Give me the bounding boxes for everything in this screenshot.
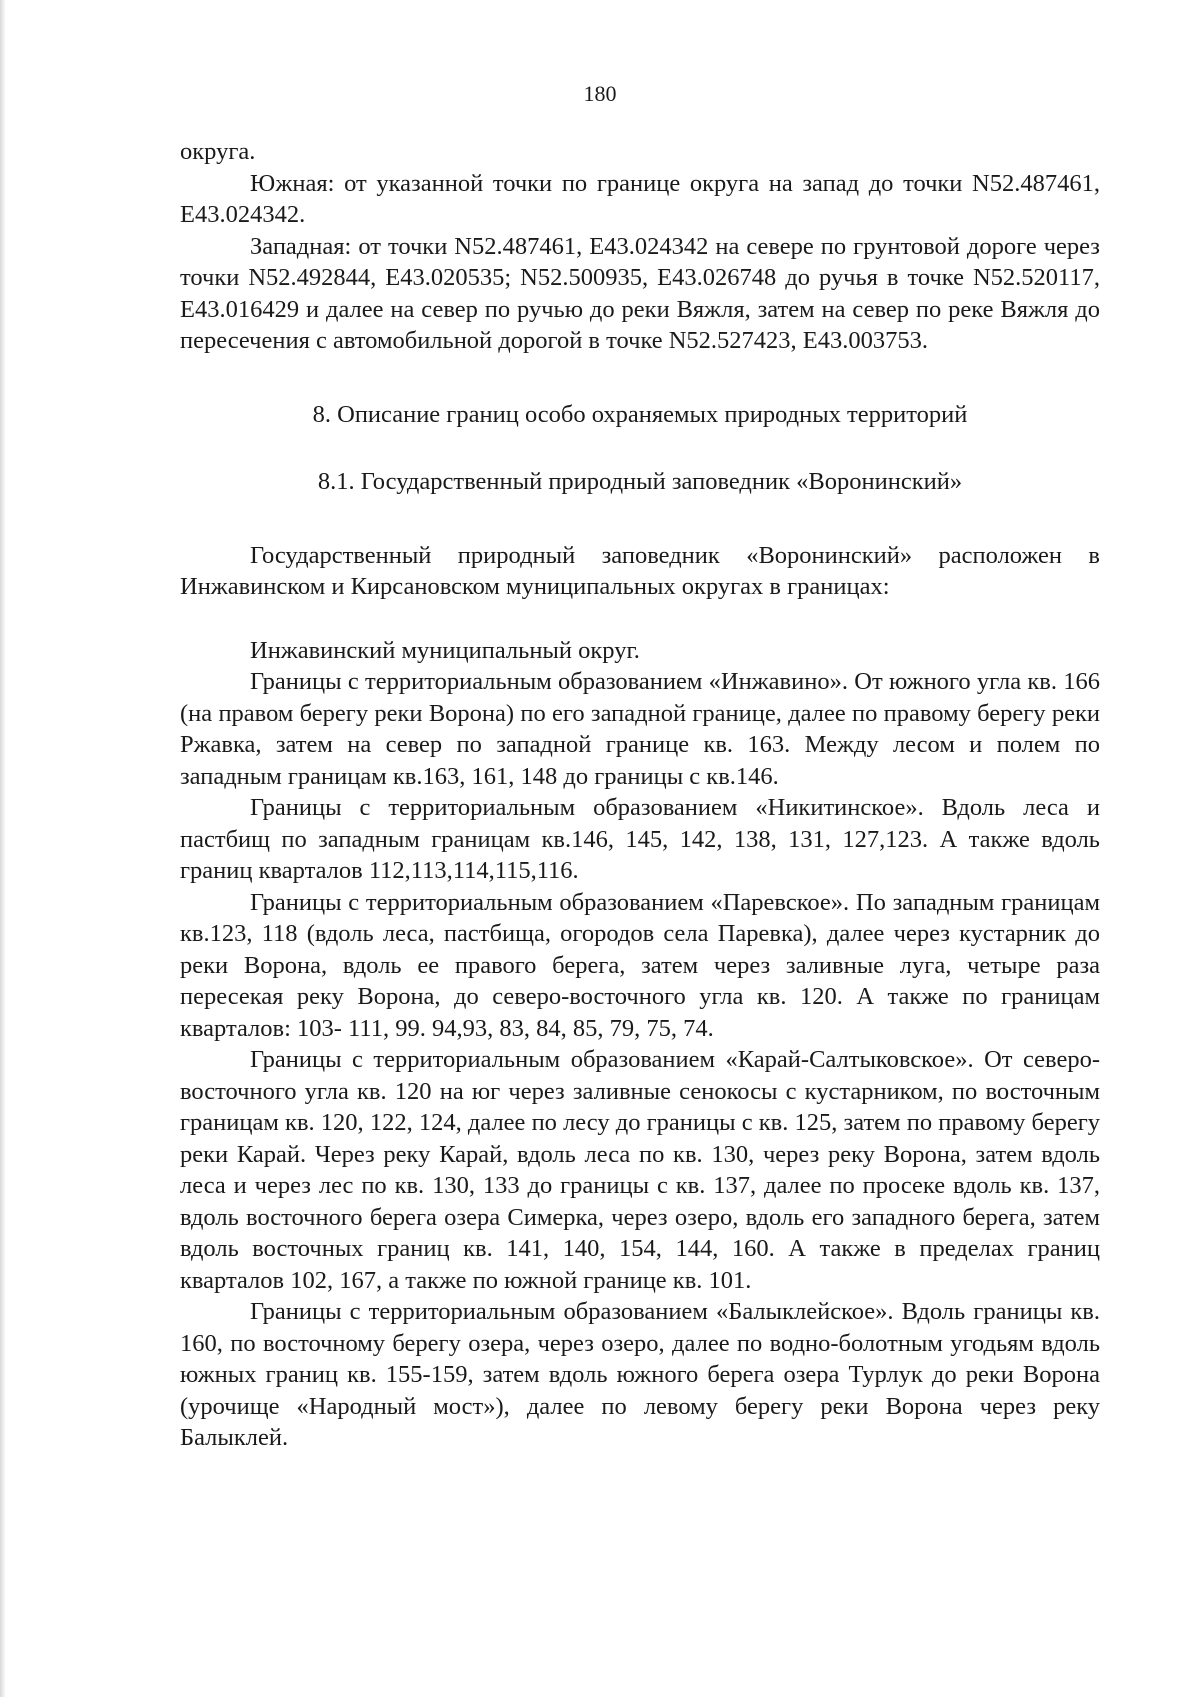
paragraph-western-boundary: Западная: от точки N52.487461, E43.024342 на севере по грунтовой дороге через точки N52.492844, E43.020535; N52.500935, E43.026748 до ручья в точке N52.520117, E43.016429 и далее на север по ручью до реки Вяжля, затем на север по реке Вяжля до пересечения с автомобильной дорогой в точке N52.527423, E43.003753.: [180, 232, 1100, 354]
subsection-heading: 8.1. Государственный природный заповедник «Воронинский»: [317, 468, 963, 495]
scan-edge: [0, 0, 6, 1697]
document-body: [180, 136, 1100, 1454]
paragraph-balykleiskoe: Границы с территориальным образованием «Балыклейское». Вдоль границы кв. 160, по восточному берегу озера, через озеро, далее по водно-болотным угодьям вдоль южных границ кв. 155-159, затем вдоль южного берега озера Турлук до реки Ворона (урочище «Народный мост»), далее по левому берегу реки Ворона через реку Балыклей.: [180, 1298, 1100, 1451]
paragraph-karai-saltykovskoe: Границы с территориальным образованием «Карай-Салтыковское». От северо-восточного угла кв. 120 на юг через заливные сенокосы с кустарником, по восточным границам кв. 120, 122, 124, далее по лесу до границы с кв. 125, затем по правому берегу реки Карай. Через реку Карай, вдоль леса по кв. 130, через реку Ворона, затем вдоль леса и через лес по кв. 130, 133 до границы с кв. 137, далее по просеке вдоль кв. 137, вдоль восточного берега озера Симерка, через озеро, вдоль его западного берега, затем вдоль восточных границ кв. 141, 140, 154, 144, 160. А также в пределах границ кварталов 102, 167, а также по южной границе кв. 101.: [180, 1046, 1100, 1294]
paragraph-inzhavino: Границы с территориальным образованием «Инжавино». От южного угла кв. 166 (на правом берегу реки Ворона) по его западной границе, далее по правому берегу реки Ржавка, затем на север по западной границе кв. 163. Между лесом и полем по западным границам кв.163, 161, 148 до границы с кв.146.: [180, 668, 1100, 790]
paragraph-intro: Государственный природный заповедник «Воронинский» расположен в Инжавинском и Кирсановском муниципальных округах в границах:: [180, 541, 1100, 600]
page-number: 180: [583, 81, 617, 106]
paragraph-district-name: Инжавинский муниципальный округ.: [250, 636, 640, 664]
paragraph-continuation: округа.: [180, 138, 256, 165]
paragraph-southern-boundary: Южная: от указанной точки по границе округа на запад до точки N52.487461, E43.024342.: [180, 169, 1100, 228]
paragraph-parevskoe: Границы с территориальным образованием «Паревское». По западным границам кв.123, 118 (вдоль леса, пастбища, огородов села Паревка), далее через кустарник до реки Ворона, вдоль ее правого берега, затем через заливные луга, четыре раза пересекая реку Ворона, до северо-восточного угла кв. 120. А также по границам кварталов: 103- 111, 99. 94,93, 83, 84, 85, 79, 75, 74.: [180, 888, 1100, 1042]
paragraph-nikitinskoe: Границы с территориальным образованием «Никитинское». Вдоль леса и пастбищ по западным границам кв.146, 145, 142, 138, 131, 127,123. А также вдоль границ кварталов 112,113,114,115,116.: [180, 794, 1100, 884]
section-heading: 8. Описание границ особо охраняемых природных территорий: [312, 400, 968, 428]
